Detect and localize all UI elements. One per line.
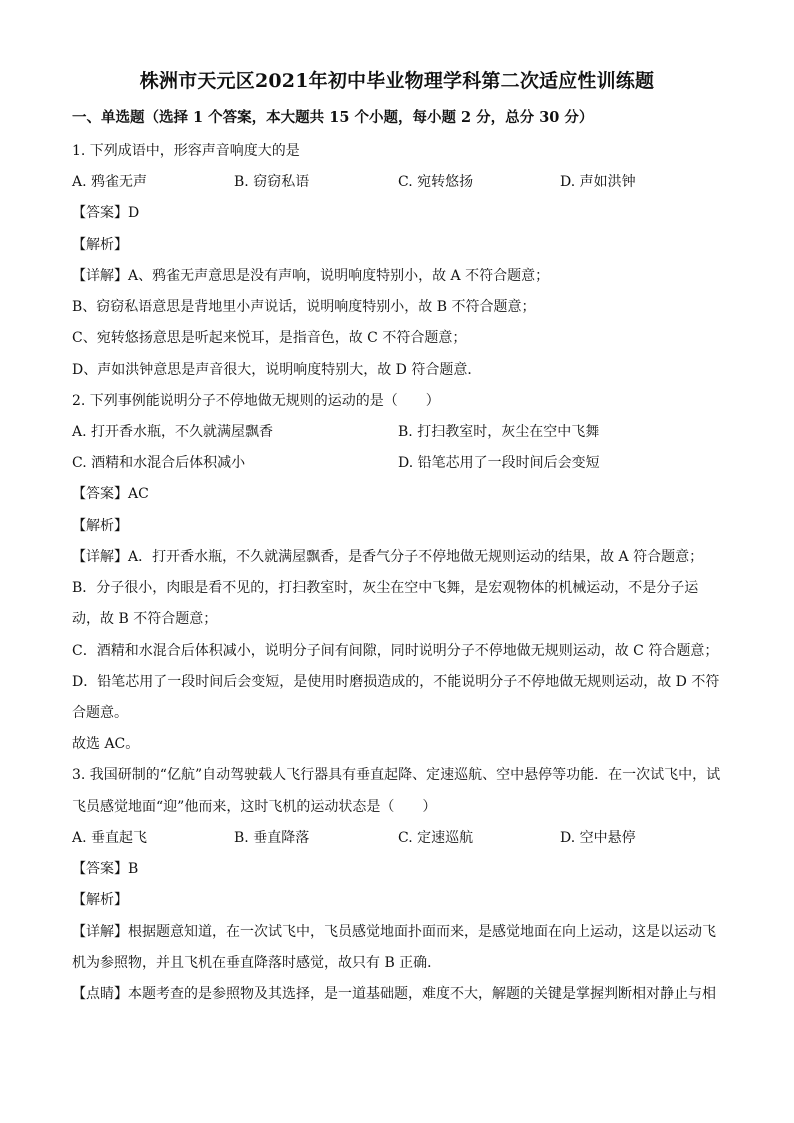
q2-answer: 【答案】AC <box>72 486 149 502</box>
q1-option-d: D. 声如洪钟 <box>560 174 636 190</box>
q3-answer: 【答案】B <box>72 861 139 877</box>
q2-detail-line: 合题意。 <box>72 705 128 721</box>
q1-option-c: C. 宛转悠扬 <box>398 174 474 190</box>
q1-answer: 【答案】D <box>72 205 140 221</box>
q2-analysis-label: 【解析】 <box>72 518 128 534</box>
q1-option-a: A. 鸦雀无声 <box>72 174 148 190</box>
q2-detail-line: 【详解】A．打开香水瓶，不久就满屋飘香，是香气分子不停地做无规则运动的结果，故 A 符合题意； <box>72 549 704 565</box>
q1-detail-line: 【详解】A、鸦雀无声意思是没有声响，说明响度特别小，故 A 不符合题意； <box>72 268 550 284</box>
q2-option-b: B. 打扫教室时，灰尘在空中飞舞 <box>398 424 600 440</box>
q1-option-b: B. 窃窃私语 <box>234 174 310 190</box>
q3-option-b: B. 垂直降落 <box>234 830 310 846</box>
question-1-stem: 1. 下列成语中，形容声音响度大的是 <box>72 143 300 159</box>
q1-detail-line: B、窃窃私语意思是背地里小声说话，说明响度特别小，故 B 不符合题意； <box>72 299 536 315</box>
page-title: 株洲市天元区2021年初中毕业物理学科第二次适应性训练题 <box>139 70 655 92</box>
q2-option-d: D. 铅笔芯用了一段时间后会变短 <box>398 455 600 471</box>
q2-conclusion: 故选 AC。 <box>72 736 140 752</box>
question-3-stem: 3. 我国研制的“亿航”自动驾驶载人飞行器具有垂直起降、定速巡航、空中悬停等功能．在一次试飞中，试 <box>72 767 721 783</box>
q2-option-a: A. 打开香水瓶，不久就满屋飘香 <box>72 424 274 440</box>
q3-detail-line: 机为参照物，并且飞机在垂直降落时感觉，故只有 B 正确． <box>72 955 442 971</box>
q2-detail-line: C．酒精和水混合后体积减小，说明分子间有间隙，同时说明分子不停地做无规则运动，故 C 符合题意； <box>72 643 719 659</box>
question-2-stem: 2. 下列事例能说明分子不停地做无规则的运动的是（ ） <box>72 393 440 409</box>
q3-option-a: A. 垂直起飞 <box>72 830 148 846</box>
q2-detail-line: D．铅笔芯用了一段时间后会变短，是使用时磨损造成的，不能说明分子不停地做无规则运动，故 D 不符 <box>72 674 720 690</box>
q3-comment: 【点睛】本题考查的是参照物及其选择，是一道基础题，难度不大，解题的关键是掌握判断相对静止与相 <box>72 986 716 1002</box>
q3-option-d: D. 空中悬停 <box>560 830 636 846</box>
q1-detail-line: D、声如洪钟意思是声音很大，说明响度特别大，故 D 符合题意． <box>72 362 482 378</box>
q2-option-c: C. 酒精和水混合后体积减小 <box>72 455 246 471</box>
question-3-stem: 飞员感觉地面“迎”他而来，这时飞机的运动状态是（ ） <box>72 799 437 815</box>
q3-option-c: C. 定速巡航 <box>398 830 474 846</box>
q3-analysis-label: 【解析】 <box>72 892 128 908</box>
section-heading: 一、单选题（选择 1 个答案，本大题共 15 个小题，每小题 2 分，总分 30 分） <box>72 109 594 126</box>
q1-analysis-label: 【解析】 <box>72 237 128 253</box>
q1-detail-line: C、宛转悠扬意思是听起来悦耳，是指音色，故 C 不符合题意； <box>72 330 467 346</box>
q2-detail-line: B．分子很小，肉眼是看不见的，打扫教室时，灰尘在空中飞舞，是宏观物体的机械运动，不是分子运 <box>72 580 699 596</box>
q3-detail-line: 【详解】根据题意知道，在一次试飞中，飞员感觉地面扑面而来，是感觉地面在向上运动，这是以运动飞 <box>72 924 716 940</box>
q2-detail-line: 动，故 B 不符合题意； <box>72 611 218 627</box>
